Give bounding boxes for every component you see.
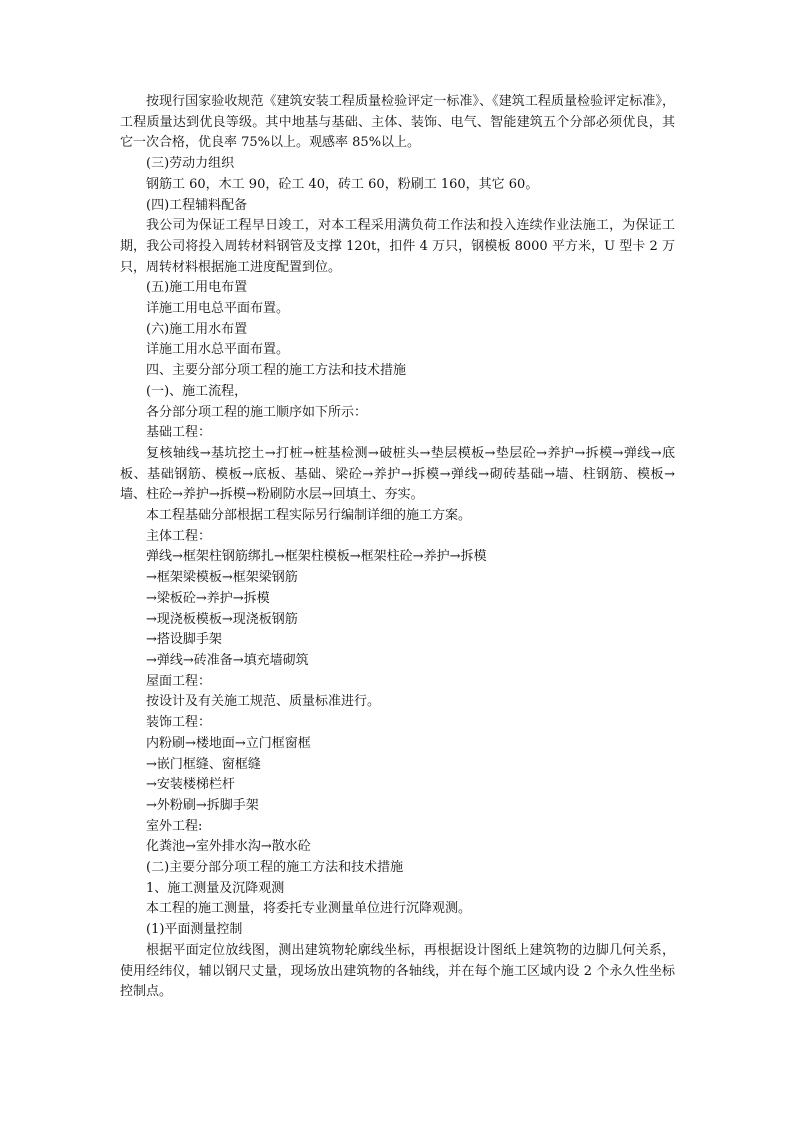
heading-outdoor-works: 室外工程:: [146, 818, 203, 834]
paragraph-foundation-flow: 复核轴线→基坑挖土→打桩→桩基检测→破桩头→垫层模板→垫层砼→养护→拆模→弹线→底板、基础钢筋、模板→底板、基础、梁砼→养护→拆模→弹线→砌砖基础→墙、柱钢筋、模板→墙、柱砼→养护→拆模→粉刷防水层→回填土、夯实。: [120, 445, 675, 503]
paragraph-quality-standard: 按现行国家验收规范《建筑安装工程质量检验评定一标准》、《建筑工程质量检验评定标准》，工程质量达到优良等级。其中地基与基础、主体、装饰、电气、智能建筑五个分部必须优良，其它一次合格，优良率 75%以上。观感率 85%以上。: [120, 94, 675, 151]
flow-line-decoration-4: →外粉刷→拆脚手架: [146, 797, 259, 813]
paragraph-labor-counts: 钢筋工 60，木工 90，砼工 40，砖工 60，粉刷工 160，其它 60。: [146, 176, 539, 192]
flow-line-decoration-1: 内粉刷→楼地面→立门框窗框: [146, 735, 311, 751]
heading-section-four: 四、主要分部分项工程的施工方法和技术措施: [146, 363, 407, 379]
heading-foundation-works: 基础工程：: [146, 425, 212, 441]
heading-survey-settlement: 1、施工测量及沉降观测: [146, 880, 285, 896]
heading-methods-measures: (二)主要分部分项工程的施工方法和技术措施: [146, 860, 404, 876]
flow-line-main-2: →框架梁模板→框架梁钢筋: [146, 570, 298, 586]
heading-auxiliary-materials: (四)工程辅料配备: [146, 197, 248, 213]
flow-line-main-3: →梁板砼→养护→拆模: [146, 590, 270, 606]
flow-line-outdoor: 化粪池→室外排水沟→散水砼: [146, 839, 311, 855]
heading-decoration-works: 装饰工程：: [146, 715, 212, 731]
heading-main-structure: 主体工程：: [146, 528, 212, 544]
heading-labor-organization: (三)劳动力组织: [146, 156, 235, 172]
paragraph-plane-control: 根据平面定位放线图，测出建筑物轮廓线坐标，再根据设计图纸上建筑物的边脚几何关系，使用经纬仪，辅以钢尺丈量，现场放出建筑物的各轴线，并在每个施工区域内设 2 个永久性坐标控制点。: [120, 942, 675, 1000]
heading-plane-control: (1)平面测量控制: [146, 922, 243, 938]
paragraph-water-layout: 详施工用水总平面布置。: [146, 342, 290, 358]
heading-construction-flow: (一)、施工流程，: [146, 383, 248, 399]
paragraph-roof-works: 按设计及有关施工规范、质量标准进行。: [146, 694, 381, 710]
flow-line-main-1: 弹线→框架柱钢筋绑扎→框架柱模板→框架柱砼→养护→拆模: [146, 549, 487, 565]
flow-line-main-6: →弹线→砖准备→填充墙砌筑: [146, 652, 309, 668]
heading-electric-layout: (五)施工用电布置: [146, 280, 248, 296]
flow-line-main-4: →现浇板模板→现浇板钢筋: [146, 611, 298, 627]
paragraph-auxiliary-materials: 我公司为保证工程早日竣工，对本工程采用满负荷工作法和投入连续作业法施工，为保证工期，我公司将投入周转材料钢管及支撑 120t，扣件 4 万只，钢模板 8000 平方米，U 型卡 2 万只，周转材料根据施工进度配置到位。: [120, 218, 675, 275]
flow-line-decoration-2: →嵌门框缝、窗框缝: [146, 756, 261, 772]
flow-line-main-5: →搭设脚手架: [146, 632, 222, 648]
paragraph-electric-layout: 详施工用电总平面布置。: [146, 301, 290, 317]
heading-water-layout: (六)施工用水布置: [146, 321, 248, 337]
paragraph-sequence-intro: 各分部分项工程的施工顺序如下所示：: [146, 404, 368, 420]
document-page: [120, 92, 675, 1003]
flow-line-decoration-3: →安装楼梯栏杆: [146, 777, 235, 793]
heading-roof-works: 屋面工程：: [146, 673, 212, 689]
paragraph-foundation-note: 本工程基础分部根据工程实际另行编制详细的施工方案。: [146, 508, 472, 524]
paragraph-survey-intro: 本工程的施工测量，将委托专业测量单位进行沉降观测。: [146, 901, 472, 917]
